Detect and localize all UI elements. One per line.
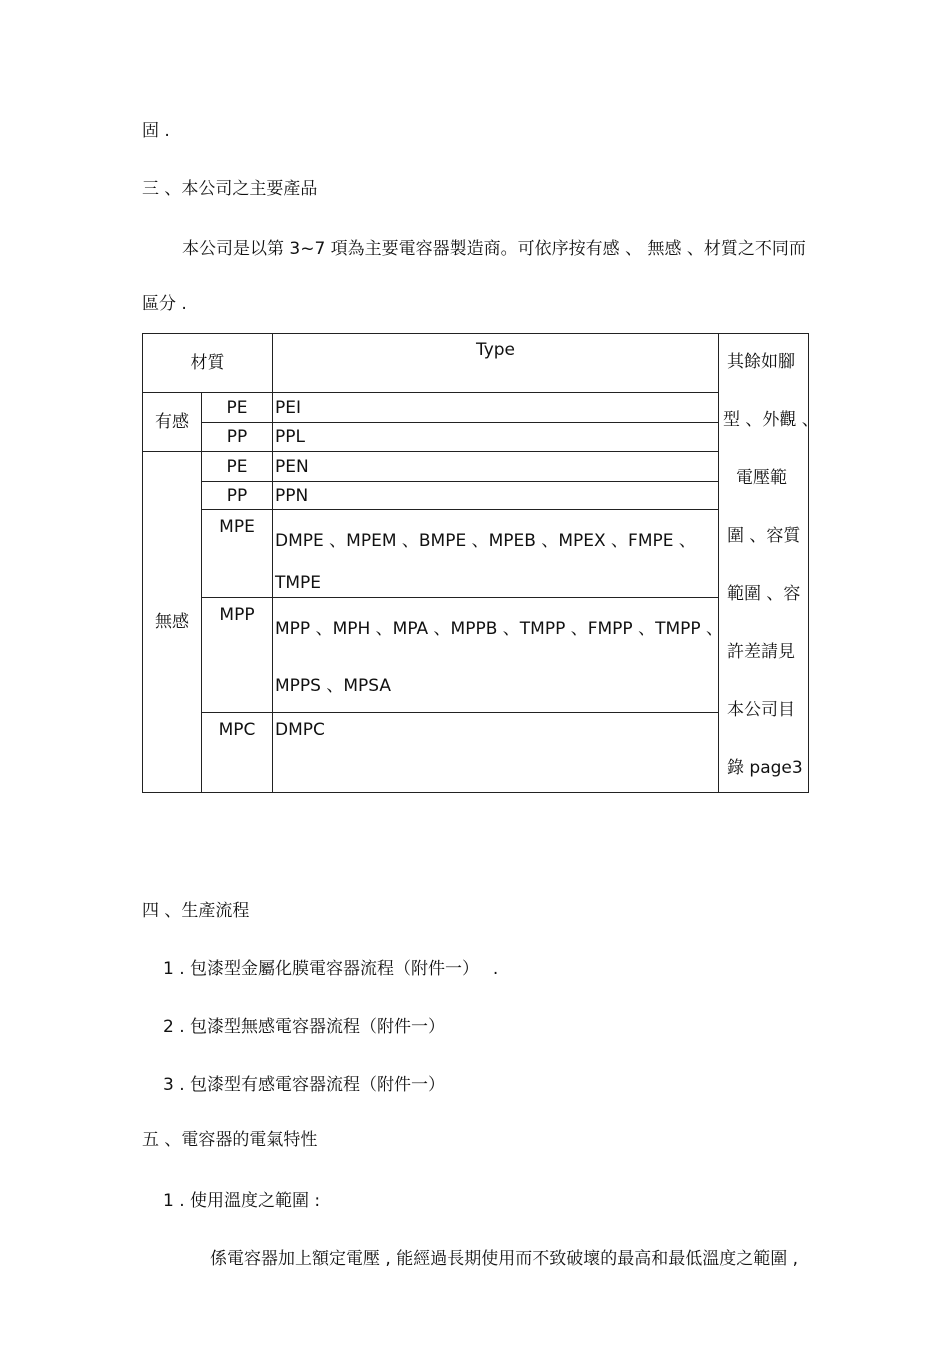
note-line: 許差請見 <box>727 642 795 662</box>
type-line: MPP 、MPH 、MPA 、MPPB 、TMPP 、FMPP 、TMPP 、 <box>275 618 724 639</box>
paragraph-text: 係電容器加上額定電壓 , 能經過長期使用而不致破壞的最高和最低溫度之範圍 , <box>210 1249 799 1269</box>
note-line: 範圍 、容 <box>727 584 801 604</box>
product-type-table <box>142 333 819 793</box>
type-cell: DMPC <box>273 713 719 793</box>
list-item: 3 . 包漆型有感電容器流程（附件一） <box>163 1075 446 1095</box>
note-line: 本公司目 <box>727 700 795 720</box>
group-non-inductive: 無感 <box>143 452 202 793</box>
type-cell: PPL <box>273 423 719 452</box>
section-heading: 五 、電容器的電氣特性 <box>142 1130 318 1150</box>
material-sub: PE <box>202 452 273 482</box>
material-sub: PE <box>202 393 273 423</box>
type-line: MPPS 、MPSA <box>275 675 392 696</box>
section-heading: 三 、本公司之主要產品 <box>142 179 318 199</box>
list-item: 1 . 包漆型金屬化膜電容器流程（附件一） . <box>163 959 499 979</box>
paragraph-text: 區分 . <box>142 294 187 314</box>
type-cell: PEN <box>273 452 719 482</box>
note-line: 其餘如腳 <box>727 352 795 372</box>
header-type: Type <box>273 334 719 393</box>
material-sub: PP <box>202 423 273 452</box>
type-line: DMPE 、MPEM 、BMPE 、MPEB 、MPEX 、FMPE 、 <box>275 530 696 551</box>
type-cell: PEI <box>273 393 719 423</box>
material-sub: MPP <box>202 598 273 713</box>
material-sub: MPE <box>202 510 273 598</box>
type-cell: PPN <box>273 482 719 510</box>
type-line: TMPE <box>275 572 322 593</box>
type-cell <box>273 598 724 713</box>
group-inductive: 有感 <box>143 393 202 452</box>
type-cell <box>273 510 719 598</box>
material-sub: PP <box>202 482 273 510</box>
note-line: 圍 、容質 <box>727 526 801 546</box>
note-line: 錄 page3 <box>727 758 803 778</box>
section-heading: 四 、生產流程 <box>142 901 250 921</box>
note-line: 型 、外觀 、 <box>723 410 819 430</box>
header-material: 材質 <box>143 334 273 393</box>
note-cell <box>719 334 819 793</box>
list-item: 2 . 包漆型無感電容器流程（附件一） <box>163 1017 446 1037</box>
list-item: 1 . 使用溫度之範圍 : <box>163 1191 321 1211</box>
paragraph-text: 固 . <box>142 121 170 141</box>
note-line: 電壓範 <box>736 468 787 488</box>
paragraph-text: 本公司是以第 3~7 項為主要電容器製造商。可依序按有感 、 無感 、材質之不同而 <box>182 239 806 259</box>
material-sub: MPC <box>202 713 273 793</box>
